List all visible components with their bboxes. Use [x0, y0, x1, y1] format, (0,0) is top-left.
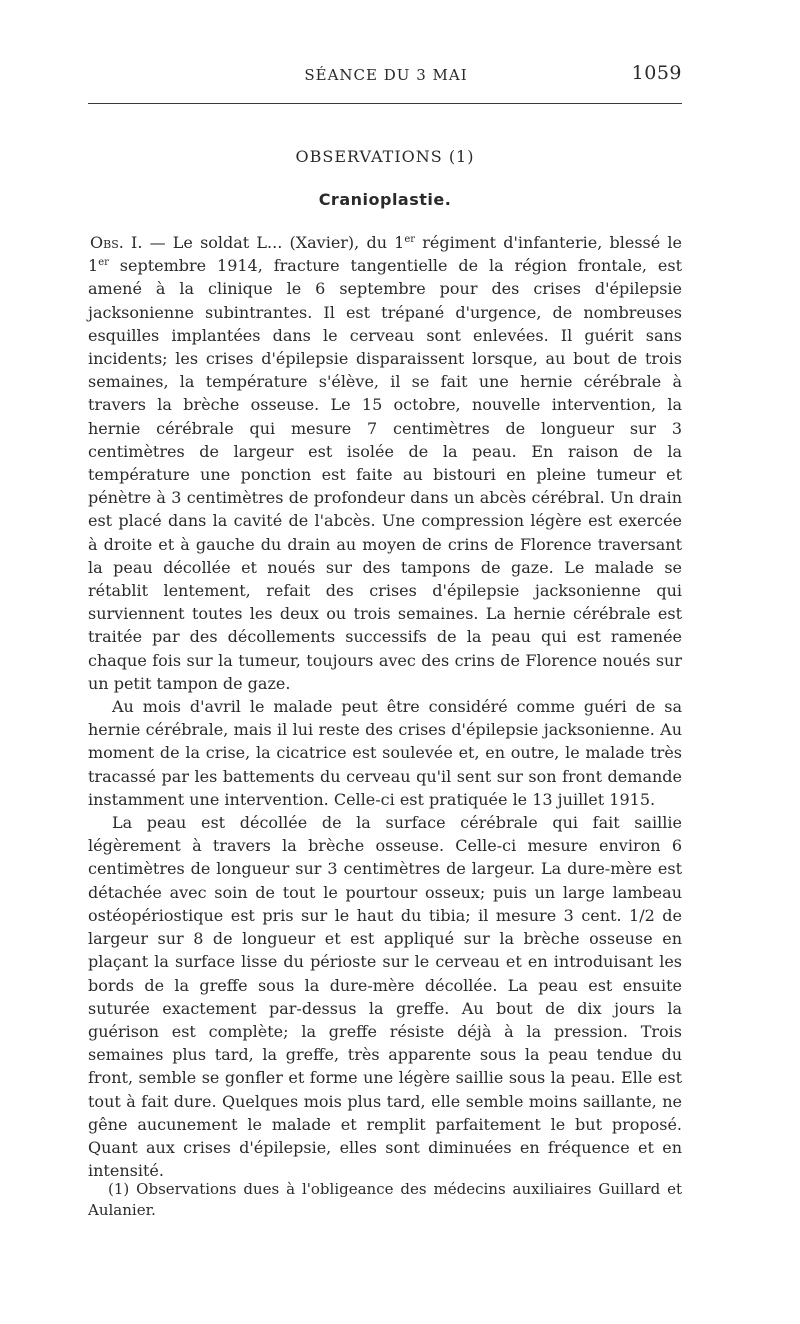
footnote: (1) Observations dues à l'obligeance des médecins auxiliaires Guillard et Aulanier.	[88, 1180, 682, 1219]
running-title: SÉANCE DU 3 MAI	[304, 66, 468, 84]
observation-paragraph-3: La peau est décollée de la surface cérébrale qui fait saillie légèrement à travers la brèche osseuse. Celle-ci mesure environ 6 centimètres de longueur sur 3 centimètres de largeur. La dure-mère est détachée avec soin de tout le pourtour osseux; puis un large lambeau ostéopériostique est pris sur le haut du tibia; il mesure 3 cent. 1/2 de largeur sur 8 de longueur et est appliqué sur la brèche osseuse en plaçant la surface lisse du périoste sur le cerveau et en introduisant les bords de la greffe sous la dure-mère décollée. La peau est ensuite suturée exactement par-dessus la greffe. Au bout de dix jours la guérison est complète; la greffe résiste déjà à la pression. Trois semaines plus tard, la greffe, très apparente sous la peau tendue du front, semble se gonfler et forme une légère saillie sous la peau. Elle est tout à fait dure. Quelques mois plus tard, elle semble moins saillante, ne gêne aucunement le malade et remplit parfaitement le but proposé. Quant aux crises d'épilepsie, elles sont diminuées en fréquence et en intensité.	[88, 813, 682, 1181]
superscript-er-2: er	[98, 257, 109, 269]
paragraph-1-part-c: septembre 1914, fracture tangentielle de la région frontale, est amené à la clinique le 6 septembre pour des crises d'épilepsie jacksonienne subintrantes. Il est trépané d'urgence, de nombreuses esquilles implantées dans le cerveau sont enlevées. Il guérit sans incidents; les crises d'épilepsie disparaissent lorsque, au bout de trois semaines, la température s'élève, il se fait une hernie cérébrale à travers la brèche osseuse. Le 15 octobre, nouvelle intervention, la hernie cérébrale qui mesure 7 centimètres de longueur sur 3 centimètres de largeur est isolée de la peau. En raison de la température une ponction est faite au bistouri en pleine tumeur et pénètre à 3 centimètres de profondeur dans un abcès cérébral. Un drain est placé dans la cavité de l'abcès. Une compression légère est exercée à droite et à gauche du drain au moyen de crins de Florence traversant la peau décollée et noués sur des tampons de gaze. Le malade se rétablit lentement, refait des crises d'épilepsie jacksonienne qui surviennent toutes les deux ou trois semaines. La hernie cérébrale est traitée par des décollements successifs de la peau qui est ramenée chaque fois sur la tumeur, toujours avec des crins de Florence noués sur un petit tampon de gaze.	[88, 256, 682, 693]
observation-paragraph-2: Au mois d'avril le malade peut être considéré comme guéri de sa hernie cérébrale, mais il lui reste des crises d'épilepsie jacksonienne. Au moment de la crise, la cicatrice est soulevée et, en outre, le malade très tracassé par les battements du cerveau qu'il sent sur son front demande instamment une intervention. Celle-ci est pratiquée le 13 juillet 1915.	[88, 697, 682, 809]
page-number: 1059	[631, 62, 682, 84]
paragraph-1-part-a: — Le soldat L... (Xavier), du 1	[142, 233, 405, 252]
paragraph-1-part-b: régiment d'infanterie, blessé le 1	[88, 233, 682, 276]
observation-label: Obs. I.	[90, 233, 143, 252]
article-title: Cranioplastie.	[318, 190, 452, 209]
observation-body	[88, 231, 682, 1182]
observation-paragraph-1	[88, 231, 682, 695]
running-head	[90, 62, 682, 88]
header-divider	[88, 103, 682, 104]
superscript-er-1: er	[404, 234, 416, 245]
section-title: OBSERVATIONS (1)	[295, 147, 475, 166]
